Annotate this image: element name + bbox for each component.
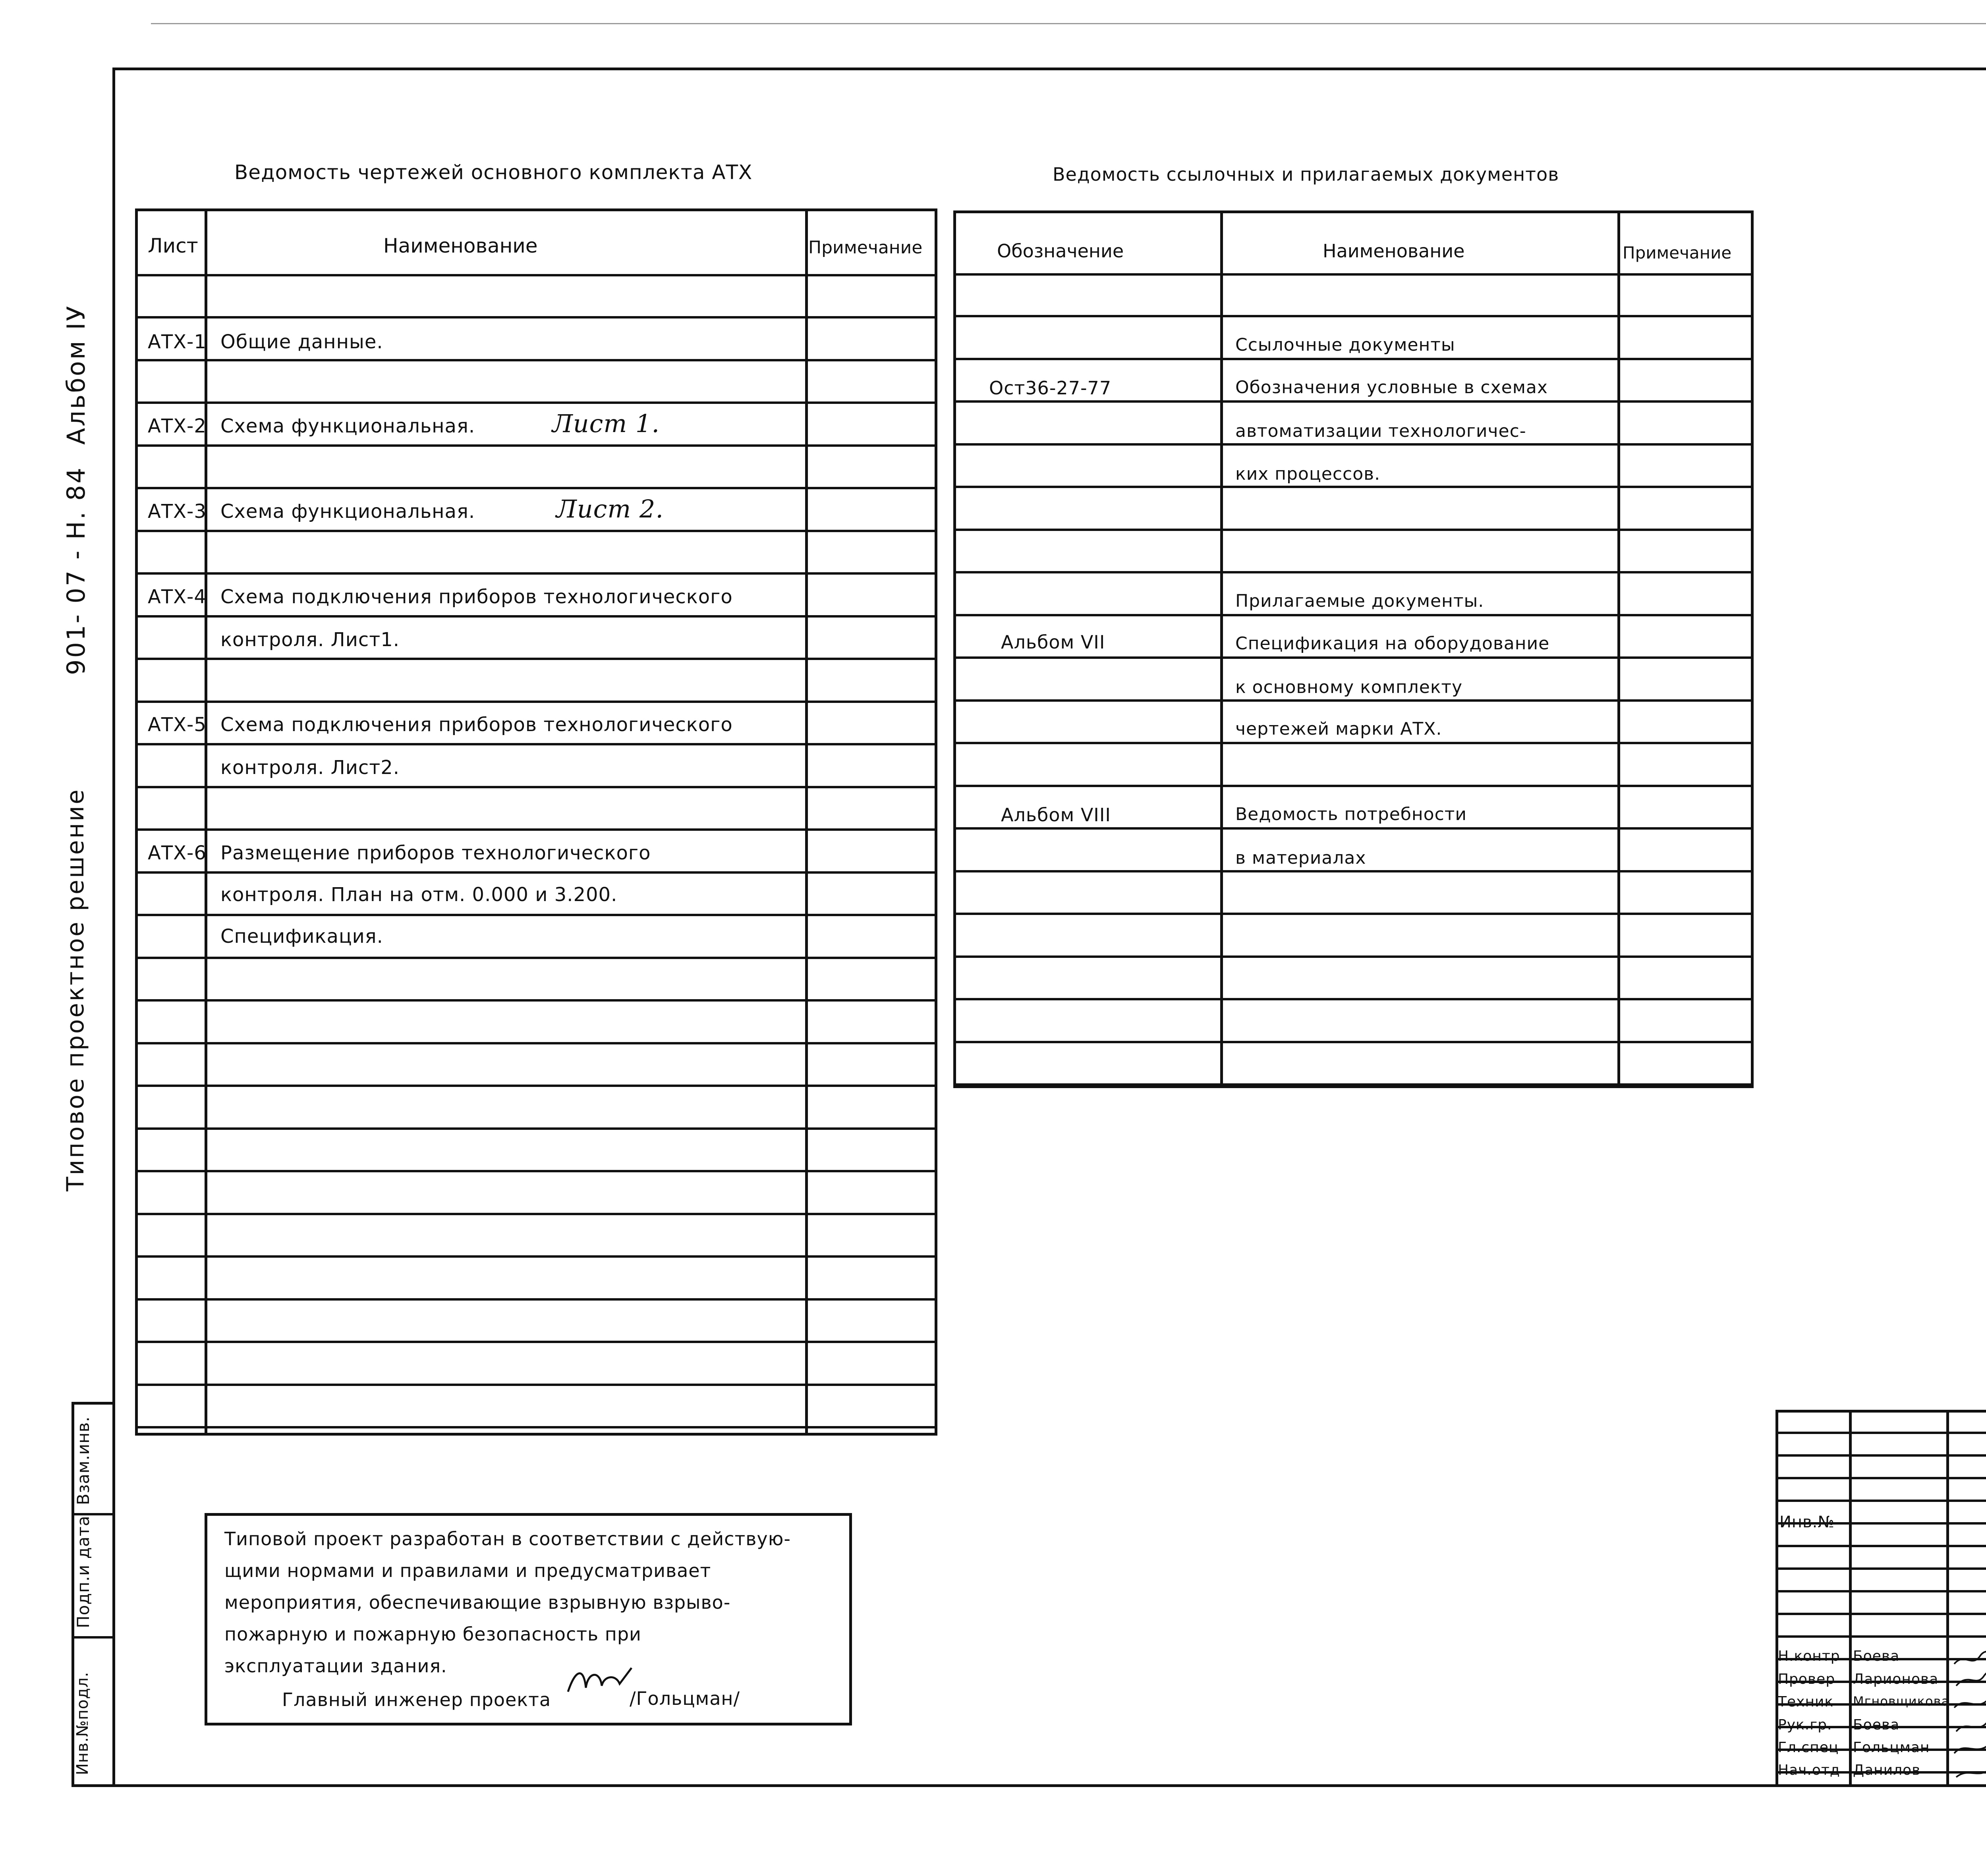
title-block-grid-row-line-9	[1775, 1613, 1986, 1615]
title-block-grid-row-line-4	[1775, 1500, 1986, 1502]
tb-role-3: Техник	[1778, 1694, 1834, 1710]
left-table-row-line-17	[135, 957, 937, 959]
binding-divider-2	[71, 1636, 112, 1639]
note-line-4: пожарную и пожарную безопасность при	[224, 1623, 641, 1645]
right-row-9-designation: Альбом VIII	[1001, 804, 1111, 826]
left-row-10-name: Спецификация.	[220, 925, 383, 948]
signature-scribble	[564, 1660, 636, 1704]
binding-label-inv-orig: Инв.№подл.	[73, 1671, 92, 1775]
right-table-row-line-5	[953, 443, 1754, 446]
right-table-row-line-2	[953, 315, 1754, 317]
project-code-label: 901- 07 - Н. 84	[62, 466, 91, 675]
left-row-2-handwritten: Лист 1.	[552, 409, 660, 438]
right-row-4-name: ких процессов.	[1235, 464, 1381, 484]
left-row-8-sheet: АТХ-6	[148, 842, 207, 864]
left-table-row-line-25	[135, 1298, 937, 1301]
left-table-row-line-22	[135, 1170, 937, 1172]
left-table-title: Ведомость чертежей основного комплекта АТХ	[234, 161, 753, 184]
album-label: Альбом IУ	[62, 304, 91, 445]
right-row-6-designation: Альбом VII	[1001, 631, 1105, 653]
left-table-row-line-8	[135, 572, 937, 575]
right-table-row-line-9	[953, 614, 1754, 616]
left-table-row-line-24	[135, 1255, 937, 1258]
right-row-5-name: Прилагаемые документы.	[1235, 591, 1484, 611]
right-row-2-name: Обозначения условные в схемах	[1235, 377, 1548, 398]
title-block-grid-row-line-1	[1775, 1432, 1986, 1434]
left-table-row-line-5	[135, 444, 937, 447]
left-row-3-name: Схема функциональная.	[220, 500, 475, 523]
left-table-row-line-12	[135, 743, 937, 745]
tb-name-5: Гольцман	[1853, 1739, 1930, 1756]
left-table-row-line-11	[135, 701, 937, 703]
right-row-8-name: чертежей марки АТХ.	[1235, 719, 1442, 739]
left-table-row-line-15	[135, 871, 937, 874]
left-table-row-line-27	[135, 1384, 937, 1386]
left-row-3-sheet: АТХ-3	[148, 500, 207, 523]
title-block-grid-row-line-2	[1775, 1454, 1986, 1457]
binding-divider-1	[71, 1513, 112, 1515]
left-table-row-line-2	[135, 316, 937, 318]
left-row-4-sheet: АТХ-4	[148, 586, 207, 608]
title-block-grid-row-line-7	[1775, 1567, 1986, 1570]
binding-label-replace: Взам.инв.	[73, 1416, 93, 1505]
right-row-1-name: Ссылочные документы	[1235, 335, 1455, 355]
right-table-row-line-10	[953, 656, 1754, 659]
left-table-row-line-10	[135, 658, 937, 660]
left-row-1-name: Общие данные.	[220, 331, 383, 353]
signature-label: Главный инженер проекта	[282, 1689, 551, 1710]
right-table-row-line-20	[953, 1083, 1754, 1086]
right-header-designation: Обозначение	[997, 240, 1124, 262]
title-block-grid-row-line-10	[1775, 1635, 1986, 1638]
left-table-row-line-1	[135, 274, 937, 276]
left-table-row-line-26	[135, 1341, 937, 1343]
right-table-row-line-11	[953, 699, 1754, 702]
tb-name-3: Мгновщикова	[1853, 1694, 1950, 1709]
right-table-row-line-19	[953, 1041, 1754, 1043]
tb-role-1: Н.контр	[1778, 1648, 1840, 1664]
tb-inv-label: Инв.№	[1779, 1513, 1835, 1531]
left-row-8-name: Размещение приборов технологического	[220, 842, 651, 864]
left-table-row-line-7	[135, 530, 937, 532]
right-table-row-line-17	[953, 955, 1754, 958]
left-table-row-line-23	[135, 1213, 937, 1215]
left-row-2-name: Схема функциональная.	[220, 415, 475, 437]
left-header-sheet: Лист	[148, 234, 198, 257]
right-table-row-line-1	[953, 273, 1754, 276]
right-table-row-line-3	[953, 358, 1754, 360]
note-line-3: мероприятия, обеспечивающие взрывную взрыво-	[224, 1592, 731, 1613]
tb-name-2: Ларионова	[1853, 1671, 1939, 1687]
tb-role-6: Нач.отд	[1778, 1762, 1840, 1778]
left-row-6-sheet: АТХ-5	[148, 714, 207, 736]
tb-role-5: Гл.спец	[1778, 1739, 1839, 1756]
signature-name: /Гольцман/	[630, 1688, 740, 1709]
right-table-row-line-13	[953, 785, 1754, 787]
right-header-name: Наименование	[1323, 240, 1465, 262]
tb-col-line-1	[1849, 1410, 1852, 1787]
right-table-row-line-7	[953, 529, 1754, 531]
right-table-row-line-8	[953, 571, 1754, 573]
left-header-note: Примечание	[808, 237, 923, 258]
right-table-row-line-12	[953, 742, 1754, 744]
left-table-row-line-21	[135, 1127, 937, 1130]
right-table-row-line-18	[953, 998, 1754, 1000]
tb-name-1: Боева	[1853, 1648, 1900, 1664]
right-table-title: Ведомость ссылочных и прилагаемых документов	[1053, 164, 1559, 185]
left-table-row-line-19	[135, 1042, 937, 1044]
solution-label: Типовое проектное решение	[62, 788, 89, 1191]
left-row-2-sheet: АТХ-2	[148, 415, 207, 437]
left-header-name: Наименование	[383, 234, 538, 257]
right-row-9-name: Ведомость потребности	[1235, 804, 1467, 824]
left-table	[135, 208, 937, 1436]
left-table-row-line-4	[135, 401, 937, 404]
left-table-row-line-6	[135, 487, 937, 489]
right-table-row-line-14	[953, 827, 1754, 830]
note-line-2: щими нормами и правилами и предусматривает	[224, 1560, 711, 1581]
title-block-grid-row-line-6	[1775, 1545, 1986, 1547]
right-table-row-line-4	[953, 400, 1754, 403]
left-table-row-line-20	[135, 1085, 937, 1087]
left-table-row-line-9	[135, 615, 937, 618]
title-block-grid-row-line-8	[1775, 1590, 1986, 1592]
left-row-3-handwritten: Лист 2.	[556, 494, 664, 523]
right-row-6-name: Спецификация на оборудование	[1235, 633, 1550, 654]
left-row-4-name: Схема подключения приборов технологического	[220, 586, 733, 608]
tb-name-4: Боева	[1853, 1717, 1900, 1733]
tb-role-4: Рук.гр.	[1778, 1717, 1832, 1733]
left-table-row-line-14	[135, 828, 937, 831]
left-table-row-line-16	[135, 914, 937, 916]
note-line-1: Типовой проект разработан в соответствии с действую-	[224, 1528, 791, 1550]
right-row-7-name: к основному комплекту	[1235, 677, 1463, 697]
left-table-row-line-13	[135, 786, 937, 788]
right-header-note: Примечание	[1623, 243, 1732, 262]
title-block-grid-row-line-3	[1775, 1477, 1986, 1479]
tb-name-6: Данилов	[1853, 1762, 1921, 1778]
right-row-3-name: автоматизации технологичес-	[1235, 421, 1526, 441]
right-row-2-designation: Ост36-27-77	[989, 377, 1112, 399]
right-row-10-name: в материалах	[1235, 848, 1366, 868]
left-row-7-name: контроля. Лист2.	[220, 757, 400, 779]
left-row-6-name: Схема подключения приборов технологического	[220, 714, 733, 736]
left-table-row-line-18	[135, 999, 937, 1002]
note-line-5: эксплуатации здания.	[224, 1655, 447, 1677]
left-table-col-line-1	[205, 208, 207, 1436]
tb-signatures	[1948, 1648, 1986, 1785]
binding-label-sign-date: Подп.и дата	[73, 1515, 93, 1628]
left-table-row-line-28	[135, 1426, 937, 1428]
right-table-row-line-6	[953, 486, 1754, 488]
left-table-col-line-2	[805, 208, 808, 1436]
right-table-row-line-15	[953, 870, 1754, 872]
left-row-5-name: контроля. Лист1.	[220, 629, 400, 651]
left-table-row-line-3	[135, 359, 937, 361]
right-table-row-line-16	[953, 913, 1754, 915]
top-edge-line	[151, 23, 1986, 24]
tb-role-2: Провер	[1778, 1671, 1835, 1687]
left-row-9-name: контроля. План на отм. 0.000 и 3.200.	[220, 884, 618, 906]
left-row-1-sheet: АТХ-1	[148, 331, 207, 353]
